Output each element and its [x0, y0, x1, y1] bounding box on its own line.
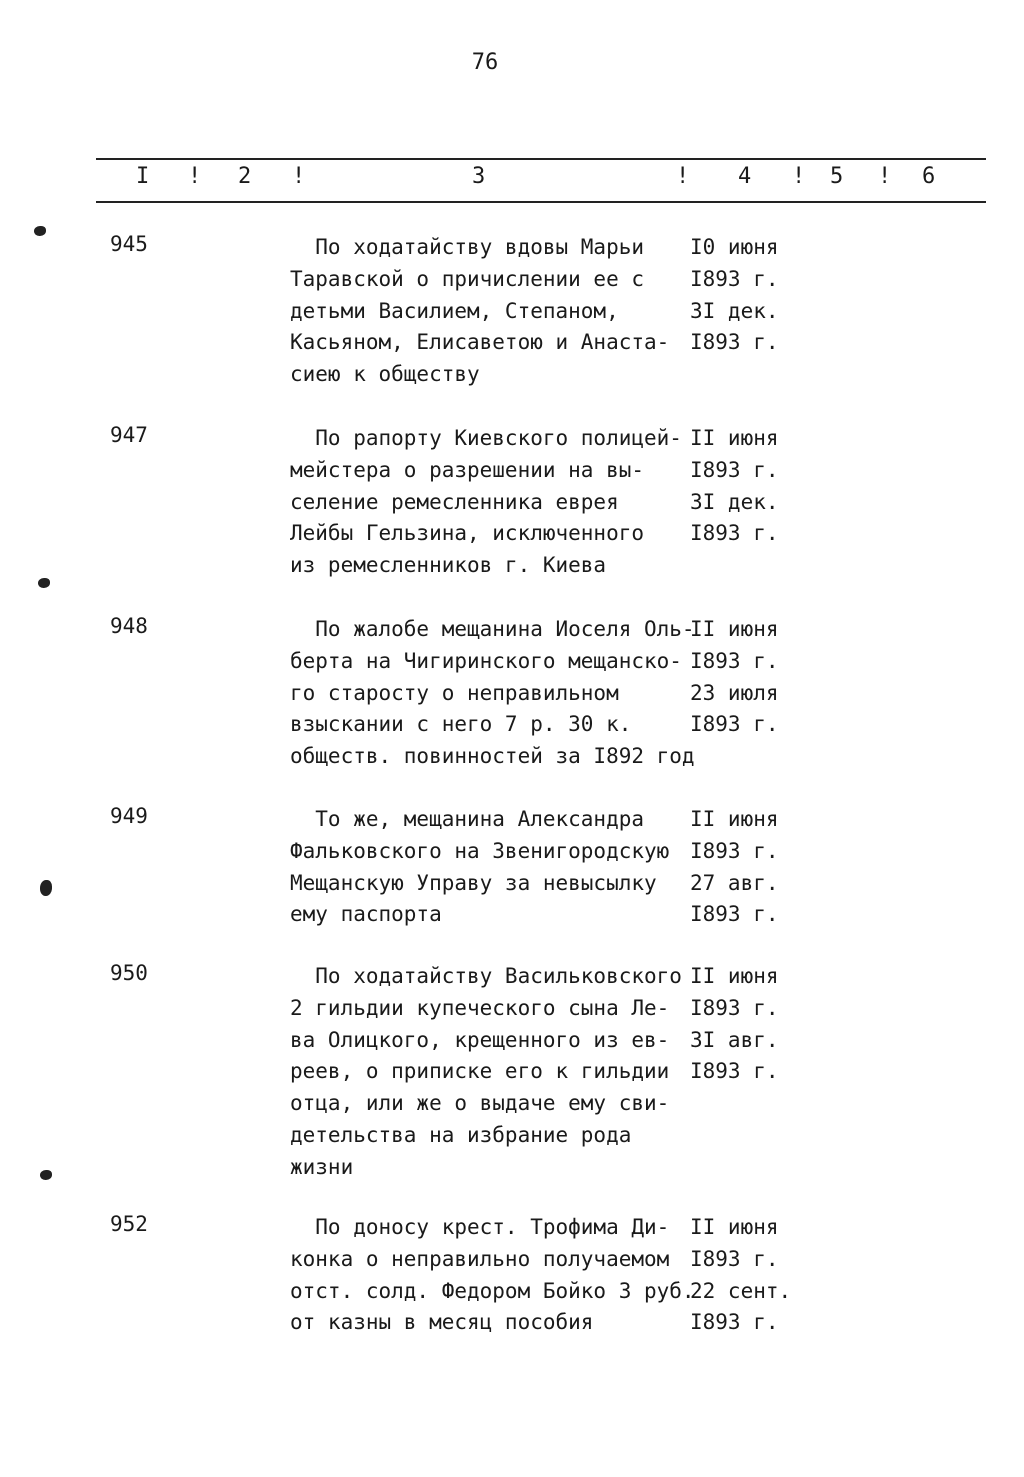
entry-description: По ходатайству Васильковского 2 гильдии купеческого сына Ле- ва Олицкого, крещенного из ев- реев, о приписке его к гильдии отца, или же о выдаче ему сви- детельства на избрание рода жизни — [290, 964, 682, 1179]
header-separator: ! — [878, 164, 892, 189]
entry-description: По ходатайству вдовы Марьи Таравской о причислении ее с детьми Василием, Степаном, Касьяном, Елисаветою и Анаста- сиею к обществу — [290, 235, 670, 387]
entry-number: 948 — [110, 614, 148, 638]
entry-dates: II июня I893 г. ЗI авг. I893 г. — [690, 964, 779, 1084]
punch-hole-mark — [38, 578, 50, 588]
header-col-3: 3 — [472, 164, 486, 189]
header-separator: ! — [188, 164, 202, 189]
header-separator: ! — [792, 164, 806, 189]
header-separator: ! — [676, 164, 690, 189]
page-number: 76 — [471, 50, 499, 75]
table-header — [96, 164, 986, 196]
entry-dates: II июня I893 г. 23 июля I893 г. — [690, 617, 779, 737]
entry-dates: II июня I893 г. 27 авг. I893 г. — [690, 807, 779, 927]
entry-number: 949 — [110, 804, 148, 828]
header-col-6: 6 — [922, 164, 936, 189]
entry-dates: II июня I893 г. 22 сент. I893 г. — [690, 1215, 792, 1335]
header-col-2: 2 — [238, 164, 252, 189]
entry-description: По жалобе мещанина Иоселя Оль- берта на Чигиринского мещанско- го старосту о неправильном взыскании с него 7 р. 30 к. обществ. повинностей за I892 год — [290, 617, 695, 769]
entry-dates: II июня I893 г. ЗI дек. I893 г. — [690, 426, 779, 546]
punch-hole-mark — [40, 880, 52, 896]
punch-hole-mark — [40, 1170, 52, 1180]
header-col-5: 5 — [830, 164, 844, 189]
entry-number: 947 — [110, 423, 148, 447]
table-header-top-rule — [96, 158, 986, 160]
header-col-1: I — [136, 164, 150, 189]
entry-number: 945 — [110, 232, 148, 256]
punch-hole-mark — [34, 226, 46, 236]
table-header-bottom-rule — [96, 201, 986, 203]
header-separator: ! — [292, 164, 306, 189]
entry-dates: I0 июня I893 г. ЗI дек. I893 г. — [690, 235, 779, 355]
entry-description: По доносу крест. Трофима Ди- конка о неправильно получаемом отст. солд. Федором Бойко 3 руб. от казны в месяц пособия — [290, 1215, 695, 1335]
entry-description: По рапорту Киевского полицей- мейстера о разрешении на вы- селение ремесленника еврея Лейбы Гельзина, исключенного из ремесленников г. Киева — [290, 426, 682, 578]
header-col-4: 4 — [738, 164, 752, 189]
entry-description: То же, мещанина Александра Фальковского на Звенигородскую Мещанскую Управу за невысылку ему паспорта — [290, 807, 670, 927]
entry-number: 952 — [110, 1212, 148, 1236]
entry-number: 950 — [110, 961, 148, 985]
